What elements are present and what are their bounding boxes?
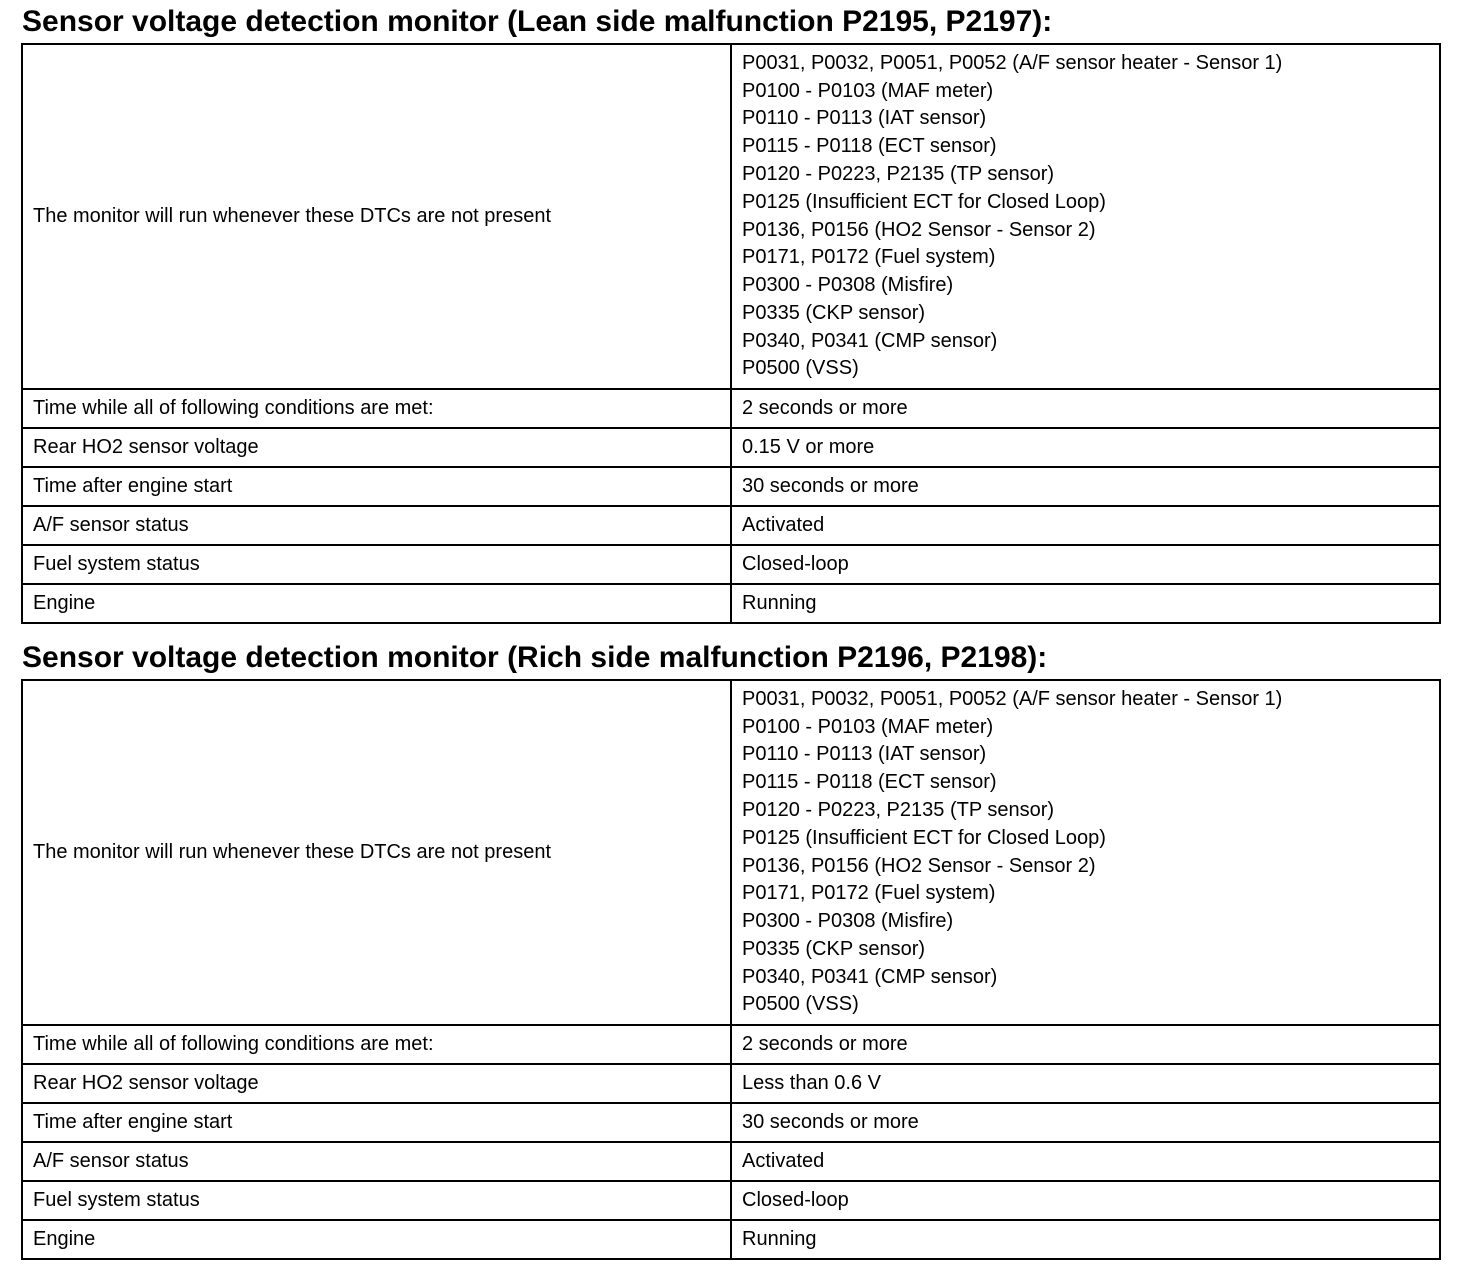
- dtc-item: P0120 - P0223, P2135 (TP sensor): [742, 162, 1055, 185]
- dtc-item: P0115 - P0118 (ECT sensor): [742, 135, 997, 158]
- condition-value: Activated: [731, 506, 1440, 545]
- condition-label: Time while all of following conditions are met:: [22, 389, 731, 428]
- dtc-item: P0300 - P0308 (Misfire): [742, 910, 954, 933]
- condition-label: Time while all of following conditions are met:: [22, 1025, 731, 1064]
- table-row: [22, 389, 1440, 428]
- dtc-label-cell: The monitor will run whenever these DTCs are not present: [22, 44, 731, 389]
- dtc-item: P0340, P0341 (CMP sensor): [742, 329, 998, 352]
- condition-label: Time after engine start: [22, 467, 731, 506]
- condition-value: Running: [731, 584, 1440, 623]
- dtc-item: P0340, P0341 (CMP sensor): [742, 965, 998, 988]
- condition-label: Engine: [22, 584, 731, 623]
- dtc-item: P0110 - P0113 (IAT sensor): [742, 107, 987, 130]
- condition-value: 2 seconds or more: [731, 1025, 1440, 1064]
- condition-value: 30 seconds or more: [731, 1103, 1440, 1142]
- dtc-item: P0115 - P0118 (ECT sensor): [742, 771, 997, 794]
- dtc-item: P0120 - P0223, P2135 (TP sensor): [742, 798, 1055, 821]
- table-row: [22, 545, 1440, 584]
- condition-label: Fuel system status: [22, 545, 731, 584]
- condition-value: Activated: [731, 1142, 1440, 1181]
- table-row: [22, 1181, 1440, 1220]
- section-title-lean: Sensor voltage detection monitor (Lean side malfunction P2195, P2197):: [22, 5, 1053, 38]
- dtc-list-cell: [731, 44, 1440, 389]
- condition-value: Running: [731, 1220, 1440, 1259]
- dtc-item: P0335 (CKP sensor): [742, 937, 926, 960]
- condition-value: Closed-loop: [731, 545, 1440, 584]
- table-row: [22, 467, 1440, 506]
- condition-label: Engine: [22, 1220, 731, 1259]
- dtc-item: P0171, P0172 (Fuel system): [742, 882, 996, 905]
- table-row: [22, 428, 1440, 467]
- table-row: [22, 680, 1440, 1025]
- dtc-list-cell: [731, 680, 1440, 1025]
- condition-label: Rear HO2 sensor voltage: [22, 428, 731, 467]
- dtc-label-cell: The monitor will run whenever these DTCs are not present: [22, 680, 731, 1025]
- table-row: [22, 584, 1440, 623]
- monitor-conditions-table-lean: [21, 43, 1441, 624]
- condition-value: 0.15 V or more: [731, 428, 1440, 467]
- table-row: [22, 1025, 1440, 1064]
- condition-value: 30 seconds or more: [731, 467, 1440, 506]
- dtc-item: P0500 (VSS): [742, 357, 859, 380]
- dtc-item: P0031, P0032, P0051, P0052 (A/F sensor heater - Sensor 1): [742, 687, 1283, 710]
- table-row: [22, 1142, 1440, 1181]
- dtc-item: P0136, P0156 (HO2 Sensor - Sensor 2): [742, 854, 1096, 877]
- dtc-item: P0125 (Insufficient ECT for Closed Loop): [742, 190, 1106, 213]
- condition-value: Less than 0.6 V: [731, 1064, 1440, 1103]
- condition-label: Time after engine start: [22, 1103, 731, 1142]
- dtc-item: P0171, P0172 (Fuel system): [742, 246, 996, 269]
- condition-label: A/F sensor status: [22, 1142, 731, 1181]
- dtc-item: P0110 - P0113 (IAT sensor): [742, 743, 987, 766]
- dtc-item: P0100 - P0103 (MAF meter): [742, 715, 994, 738]
- dtc-item: P0136, P0156 (HO2 Sensor - Sensor 2): [742, 218, 1096, 241]
- section-title-rich: Sensor voltage detection monitor (Rich side malfunction P2196, P2198):: [22, 641, 1048, 674]
- dtc-item: P0100 - P0103 (MAF meter): [742, 79, 994, 102]
- condition-label: A/F sensor status: [22, 506, 731, 545]
- dtc-item: P0500 (VSS): [742, 993, 859, 1016]
- table-row: [22, 44, 1440, 389]
- dtc-item: P0125 (Insufficient ECT for Closed Loop): [742, 826, 1106, 849]
- dtc-item: P0300 - P0308 (Misfire): [742, 274, 954, 297]
- condition-value: 2 seconds or more: [731, 389, 1440, 428]
- dtc-item: P0335 (CKP sensor): [742, 301, 926, 324]
- table-row: [22, 1064, 1440, 1103]
- condition-label: Rear HO2 sensor voltage: [22, 1064, 731, 1103]
- condition-value: Closed-loop: [731, 1181, 1440, 1220]
- condition-label: Fuel system status: [22, 1181, 731, 1220]
- table-row: [22, 506, 1440, 545]
- dtc-item: P0031, P0032, P0051, P0052 (A/F sensor heater - Sensor 1): [742, 51, 1283, 74]
- monitor-conditions-table-rich: [21, 679, 1441, 1260]
- table-row: [22, 1220, 1440, 1259]
- table-row: [22, 1103, 1440, 1142]
